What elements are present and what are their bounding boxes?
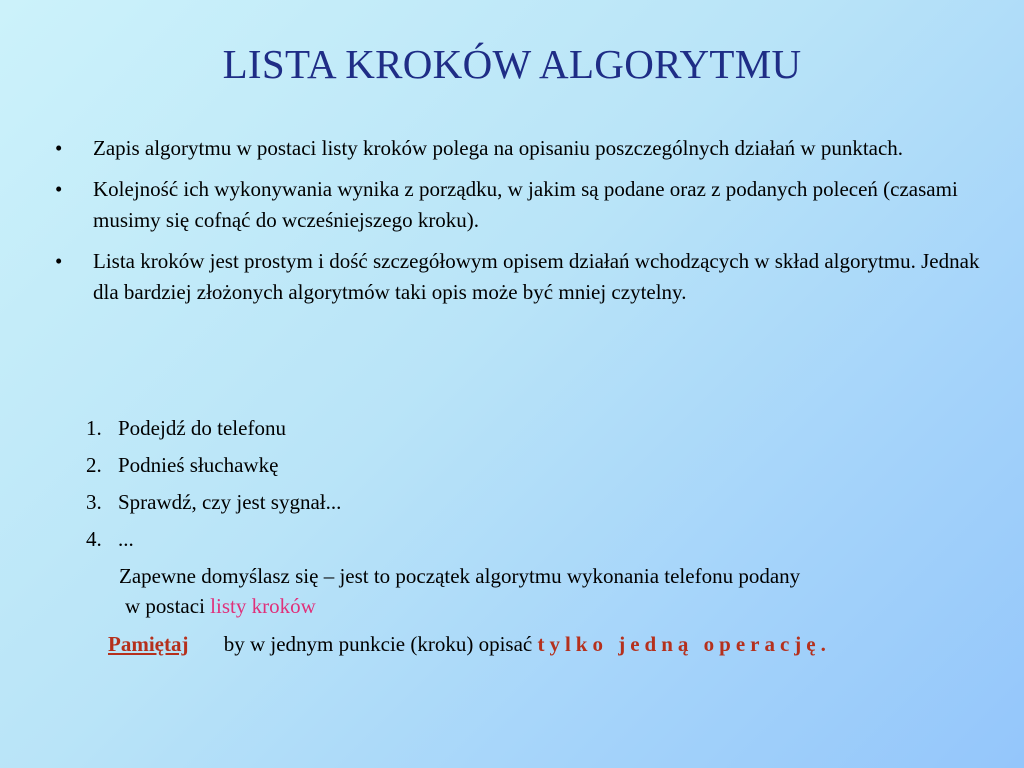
step-text: Podnieś słuchawkę [118, 453, 279, 477]
summary-note [119, 561, 800, 621]
step-item [86, 524, 341, 561]
step-number: 4. [86, 527, 102, 551]
step-number: 1. [86, 416, 102, 440]
summary-highlight: listy kroków [210, 594, 316, 618]
step-text: Sprawdź, czy jest sygnał... [118, 490, 342, 514]
bullet-item [55, 133, 990, 164]
bullet-marker: • [55, 249, 63, 273]
summary-prefix: w postaci [125, 594, 205, 618]
reminder-line [108, 629, 831, 659]
step-item [86, 413, 341, 450]
bullet-text: Zapis algorytmu w postaci listy kroków polega na opisaniu poszczególnych działań w punktach. [93, 136, 904, 160]
bullet-item [55, 174, 990, 236]
reminder-text: by w jednym punkcie (kroku) opisać [223, 632, 533, 656]
bullet-item [55, 246, 990, 308]
step-text: ... [118, 527, 134, 551]
bullet-text: Lista kroków jest prostym i dość szczegółowym opisem działań wchodzących w skład algorytmu. Jednak dla bardziej złożonych algorytmów taki opis może być mniej czytelny. [93, 249, 980, 304]
reminder-keyword: Pamiętaj [108, 632, 189, 656]
reminder-emphasis: tylko jedną operację. [537, 632, 831, 656]
bullet-marker: • [55, 136, 63, 160]
summary-line-2 [119, 591, 800, 621]
step-list [86, 413, 341, 561]
summary-line-1: Zapewne domyślasz się – jest to początek algorytmu wykonania telefonu podany [119, 564, 801, 588]
step-item [86, 487, 341, 524]
slide-title: LISTA KROKÓW ALGORYTMU [222, 41, 802, 87]
step-number: 2. [86, 453, 102, 477]
step-text: Podejdź do telefonu [118, 416, 286, 440]
bullet-list [55, 133, 990, 318]
bullet-marker: • [55, 177, 63, 201]
step-item [86, 450, 341, 487]
bullet-text: Kolejność ich wykonywania wynika z porządku, w jakim są podane oraz z podanych poleceń (czasami musimy się cofnąć do wcześniejszego kroku). [93, 177, 958, 232]
step-number: 3. [86, 490, 102, 514]
